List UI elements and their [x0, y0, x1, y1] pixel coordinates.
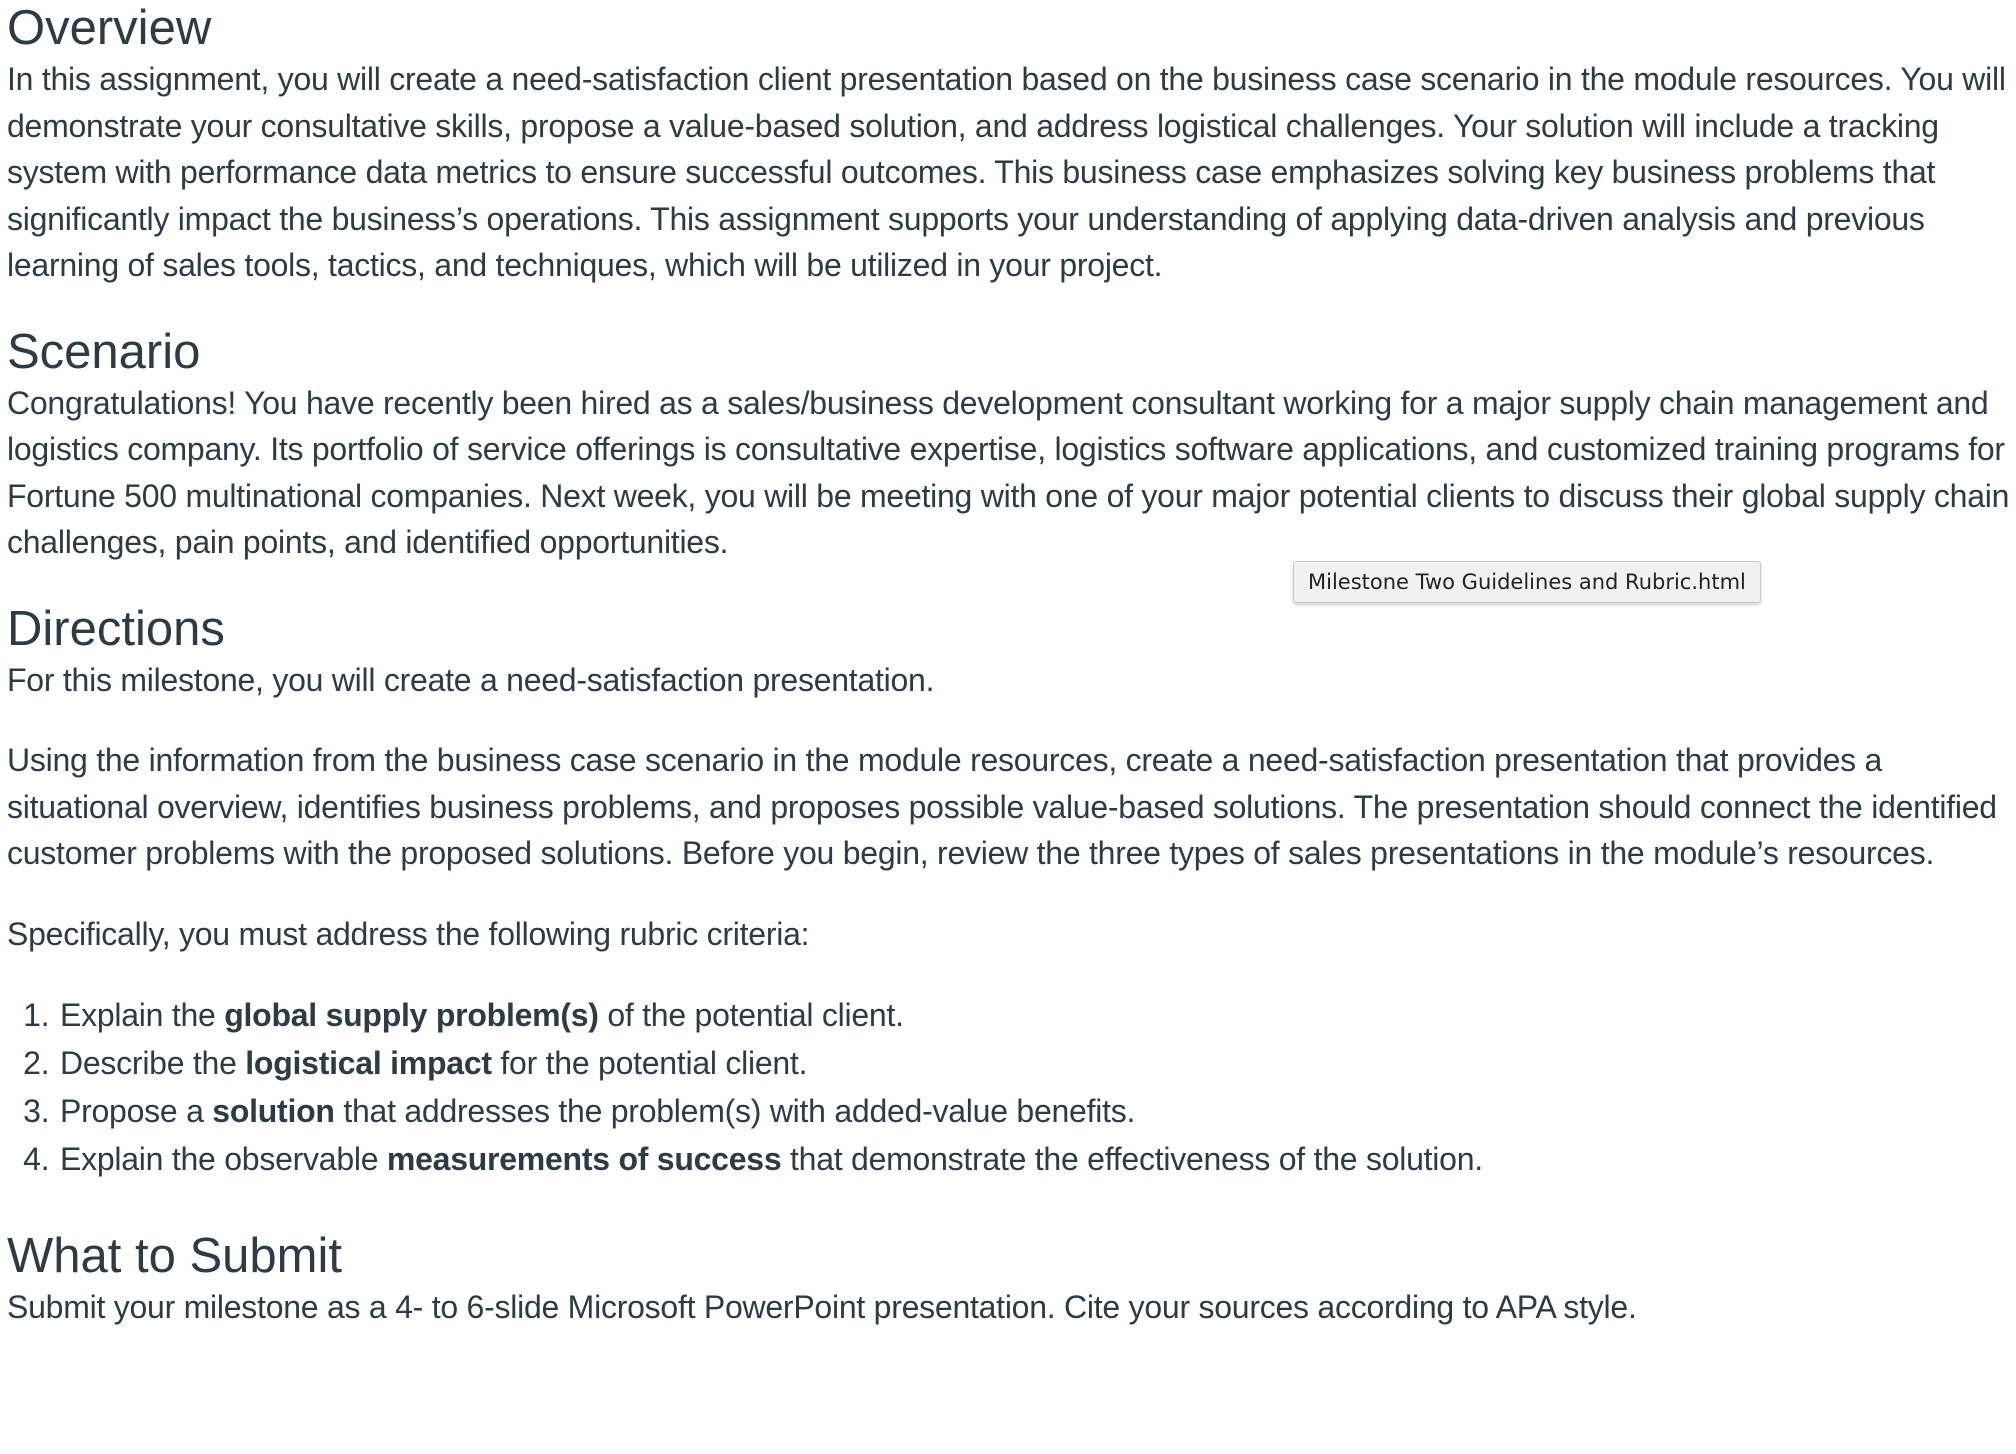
rubric-criteria-list — [7, 991, 2012, 1183]
spacer — [7, 703, 2012, 737]
spacer — [7, 957, 2012, 991]
overview-heading: Overview — [7, 1, 212, 55]
directions-intro: For this milestone, you will create a need-satisfaction presentation. — [7, 661, 935, 698]
spacer — [7, 1183, 2012, 1228]
what-to-submit-paragraph: Submit your milestone as a 4- to 6-slide Microsoft PowerPoint presentation. Cite your sources according to APA style. — [7, 1289, 1637, 1325]
list-item: 4. Explain the observable measurements of success that demonstrate the effectiveness of the solution. — [58, 1135, 2012, 1183]
spacer — [7, 877, 2012, 911]
directions-heading: Directions — [7, 601, 225, 656]
scenario-paragraph: Congratulations! You have recently been hired as a sales/business development consultant working for a major supply chain management and logistics company. Its portfolio of service offerings is consultative expertise, logistics software applications, and customized training programs for Fortune 500 multinational companies. Next week, you will be meeting with one of your major potential clients to discuss their global supply chain challenges, pain points, and identified opportunities. — [7, 384, 2010, 560]
criteria-intro: Specifically, you must address the following rubric criteria: — [7, 915, 810, 952]
list-item: 1. Explain the global supply problem(s) of the potential client. — [58, 991, 2012, 1039]
assignment-content — [7, 0, 2012, 1331]
overview-paragraph: In this assignment, you will create a need-satisfaction client presentation based on the business case scenario in the module resources. You will demonstrate your consultative skills, propose a value-based solution, and address logistical challenges. Your solution will include a tracking system with performance data metrics to ensure successful outcomes. This business case emphasizes solving key business problems that significantly impact the business’s operations. This assignment supports your understanding of applying data-driven analysis and previous learning of sales tools, tactics, and techniques, which will be utilized in your project. — [7, 61, 2006, 283]
file-tooltip: Milestone Two Guidelines and Rubric.html — [1293, 561, 1761, 603]
what-to-submit-heading: What to Submit — [7, 1229, 342, 1283]
scenario-heading: Scenario — [7, 324, 201, 379]
list-item: 3. Propose a solution that addresses the problem(s) with added-value benefits. — [58, 1087, 2012, 1135]
spacer — [7, 289, 2012, 324]
directions-body: Using the information from the business case scenario in the module resources, create a need-satisfaction presentation that provides a situational overview, identifies business problems, and proposes possible value-based solutions. The presentation should connect the identified customer problems with the proposed solutions. Before you begin, review the three types of sales presentations in the module’s resources. — [7, 742, 1997, 871]
list-item: 2. Describe the logistical impact for the potential client. — [58, 1039, 2012, 1087]
